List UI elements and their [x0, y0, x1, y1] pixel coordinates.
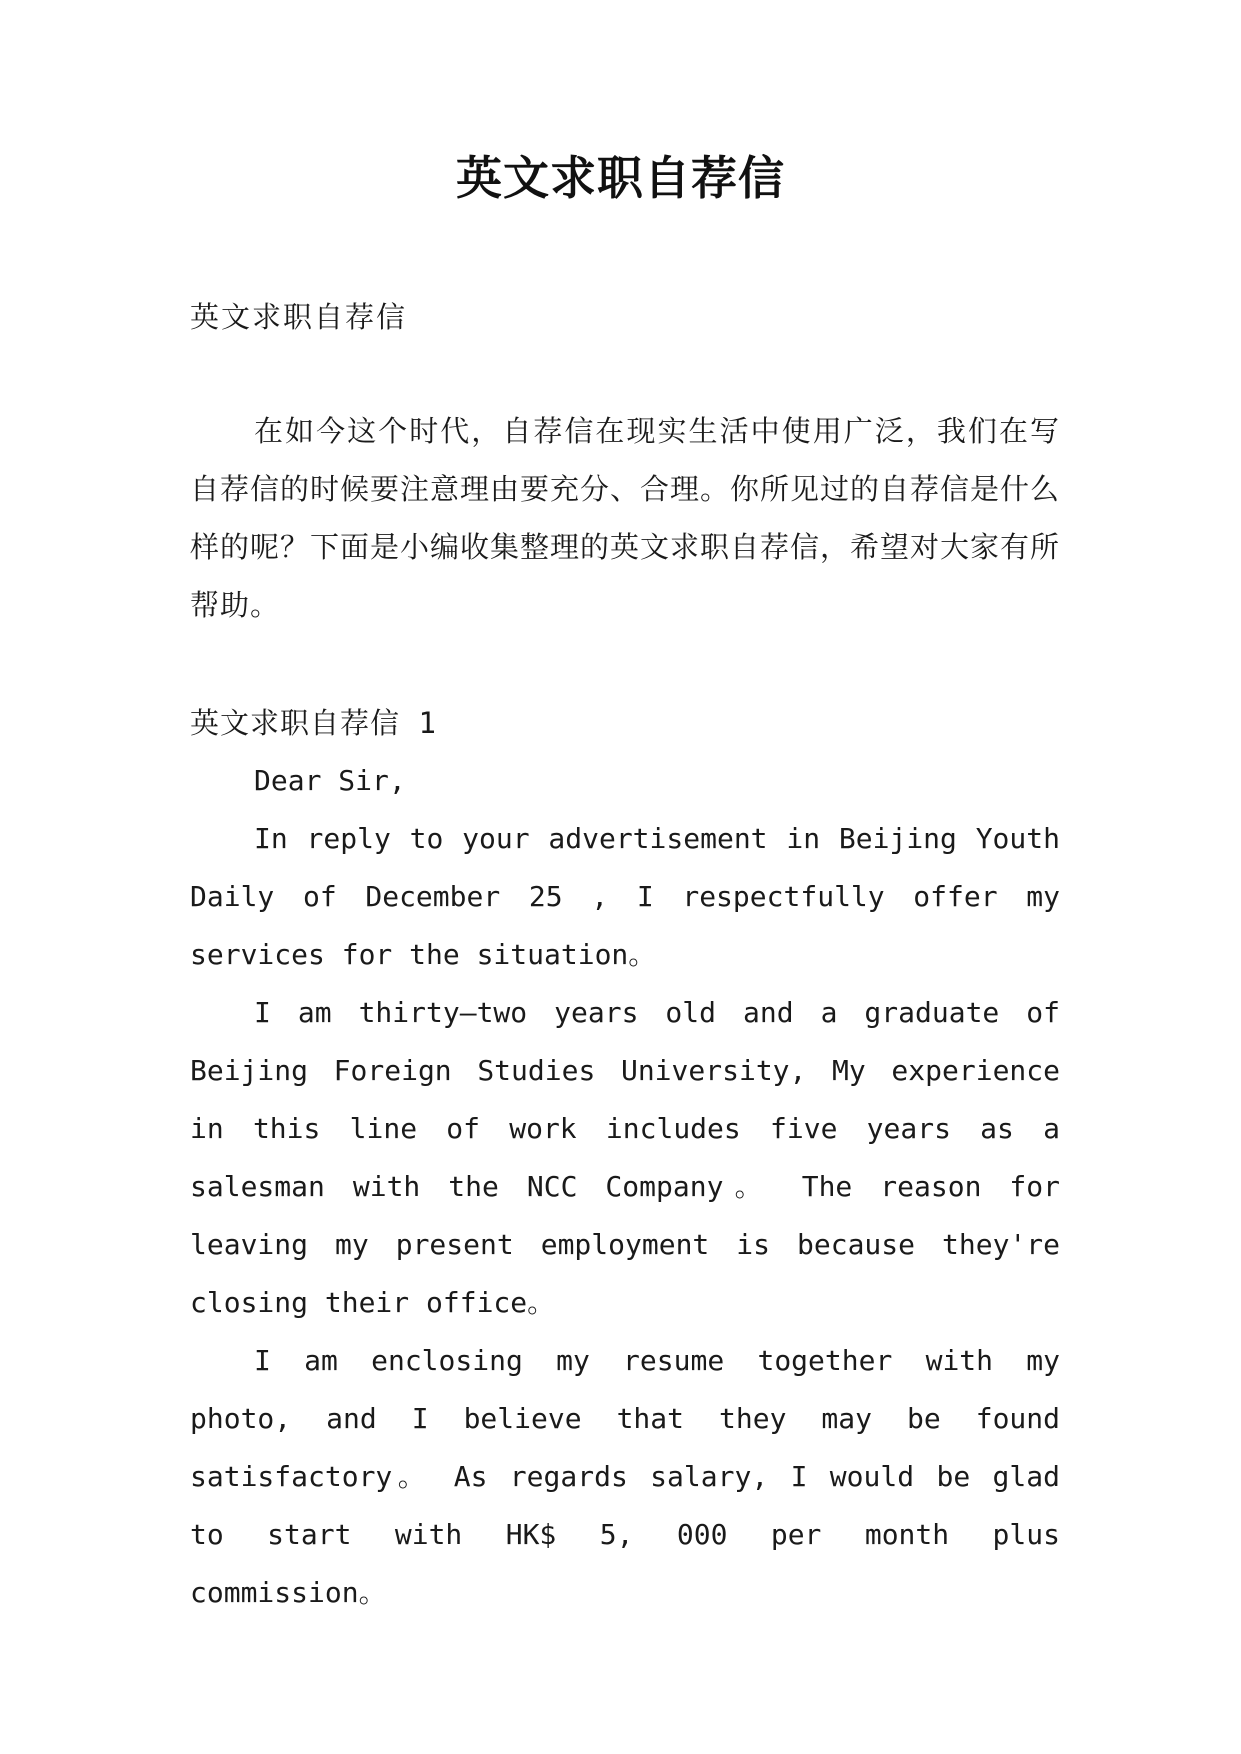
document-subtitle: 英文求职自荐信	[190, 300, 408, 334]
letter-greeting: Dear Sir,	[254, 764, 406, 797]
section-title: 英文求职自荐信 1	[190, 706, 437, 740]
letter-paragraph-1: In reply to your advertisement in Beijing Youth Daily of December 25 , I respectfully offer my services for the situation。	[190, 822, 1060, 971]
document-title: 英文求职自荐信	[456, 151, 785, 205]
letter-body	[190, 752, 1060, 1622]
letter-paragraph-3: I am enclosing my resume together with my photo, and I believe that they may be found satisfactory。 As regards salary, I would be glad to start with HK$ 5, 000 per month plus commission。	[190, 1344, 1060, 1609]
letter-paragraph-2: I am thirty—two years old and a graduate of Beijing Foreign Studies University, My experience in this line of work includes five years as a salesman with the NCC Company。 The reason for leaving my present employment is because they're closing their office。	[190, 996, 1060, 1319]
intro-paragraph: 在如今这个时代，自荐信在现实生活中使用广泛，我们在写自荐信的时候要注意理由要充分、合理。你所见过的自荐信是什么样的呢？下面是小编收集整理的英文求职自荐信，希望对大家有所帮助。	[190, 414, 1061, 622]
